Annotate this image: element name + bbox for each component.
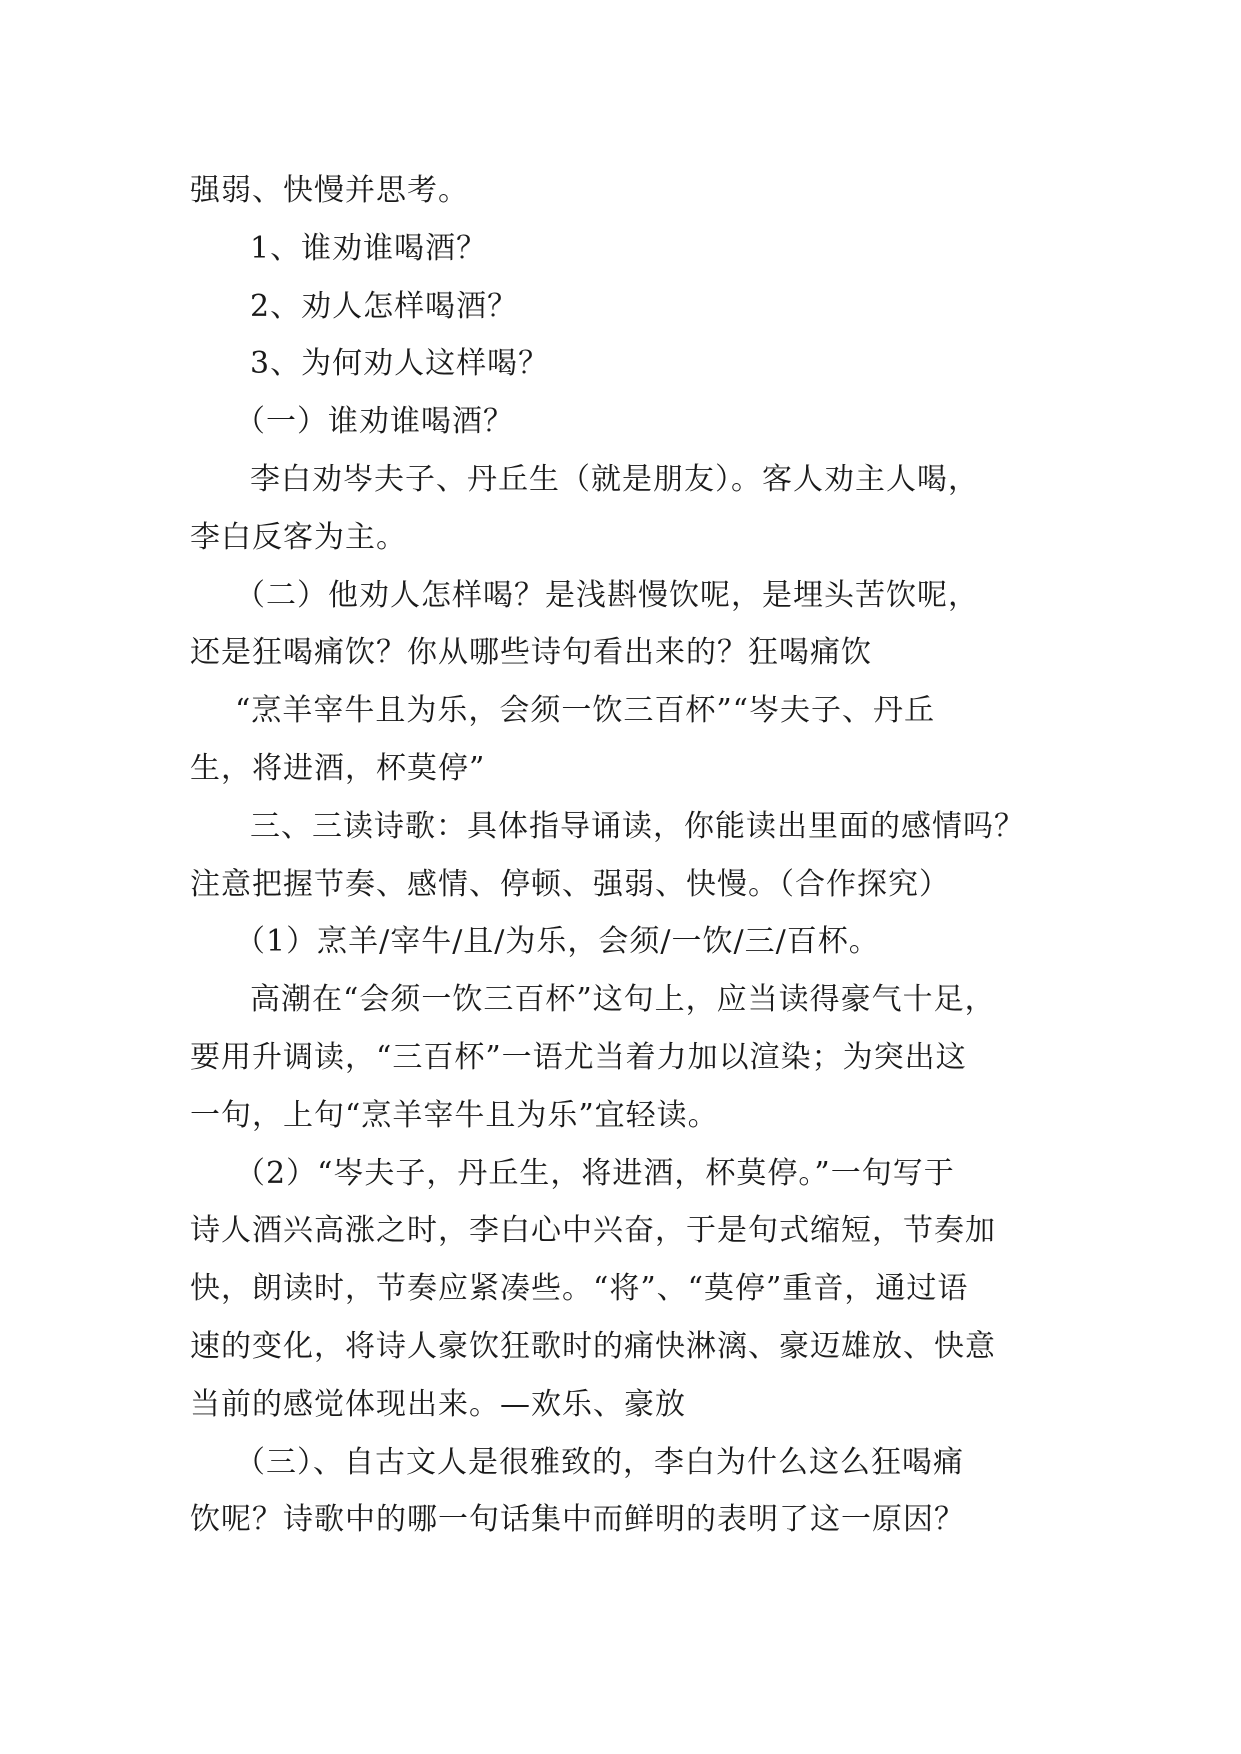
section-heading: （一）谁劝谁喝酒？ (235, 404, 514, 440)
section-heading: （三）、自古文人是很雅致的，李白为什么这么狂喝痛 (235, 1444, 964, 1480)
text-line: （1）烹羊/宰牛/且/为乐，会须/一饮/三/百杯。 (235, 924, 880, 960)
text-line: 一句，上句“烹羊宰牛且为乐”宜轻读。 (190, 1097, 719, 1133)
quote-line: “烹羊宰牛且为乐，会须一饮三百杯”“岑夫子、丹丘 (235, 693, 936, 729)
text-line: 高潮在“会须一饮三百杯”这句上，应当读得豪气十足， (250, 982, 996, 1018)
question-line: 2、劝人怎样喝酒？ (250, 288, 519, 324)
section-heading: 三、三读诗歌：具体指导诵读，你能读出里面的感情吗？ (250, 808, 1025, 844)
section-heading: （二）他劝人怎样喝？是浅斟慢饮呢，是埋头苦饮呢， (235, 577, 979, 613)
text-line: 诗人酒兴高涨之时，李白心中兴奋，于是句式缩短，节奏加 (190, 1213, 996, 1249)
text-line: 饮呢？诗歌中的哪一句话集中而鲜明的表明了这一原因？ (190, 1502, 965, 1538)
text-line: 还是狂喝痛饮？你从哪些诗句看出来的？狂喝痛饮 (190, 635, 872, 671)
text-line: 快，朗读时，节奏应紧凑些。“将”、“莫停”重音，通过语 (190, 1271, 969, 1307)
text-line: 李白反客为主。 (190, 519, 407, 555)
text-line: 速的变化，将诗人豪饮狂歌时的痛快淋漓、豪迈雄放、快意 (190, 1328, 996, 1364)
text-line: 生，将进酒，杯莫停” (190, 750, 486, 786)
text-line: 要用升调读，“三百杯”一语尤当着力加以渲染；为突出这 (190, 1039, 967, 1075)
question-line: 1、谁劝谁喝酒？ (250, 230, 488, 266)
text-line: （2）“岑夫子，丹丘生，将进酒，杯莫停。”一句写于 (235, 1155, 955, 1191)
body-text (190, 162, 1070, 1549)
text-line: 当前的感觉体现出来。—欢乐、豪放 (190, 1386, 686, 1422)
text-line: 李白劝岑夫子、丹丘生（就是朋友）。客人劝主人喝， (250, 461, 979, 497)
question-line: 3、为何劝人这样喝？ (250, 346, 550, 382)
text-line: 注意把握节奏、感情、停顿、强弱、快慢。（合作探究） (190, 866, 950, 902)
text-line: 强弱、快慢并思考。 (190, 173, 469, 208)
